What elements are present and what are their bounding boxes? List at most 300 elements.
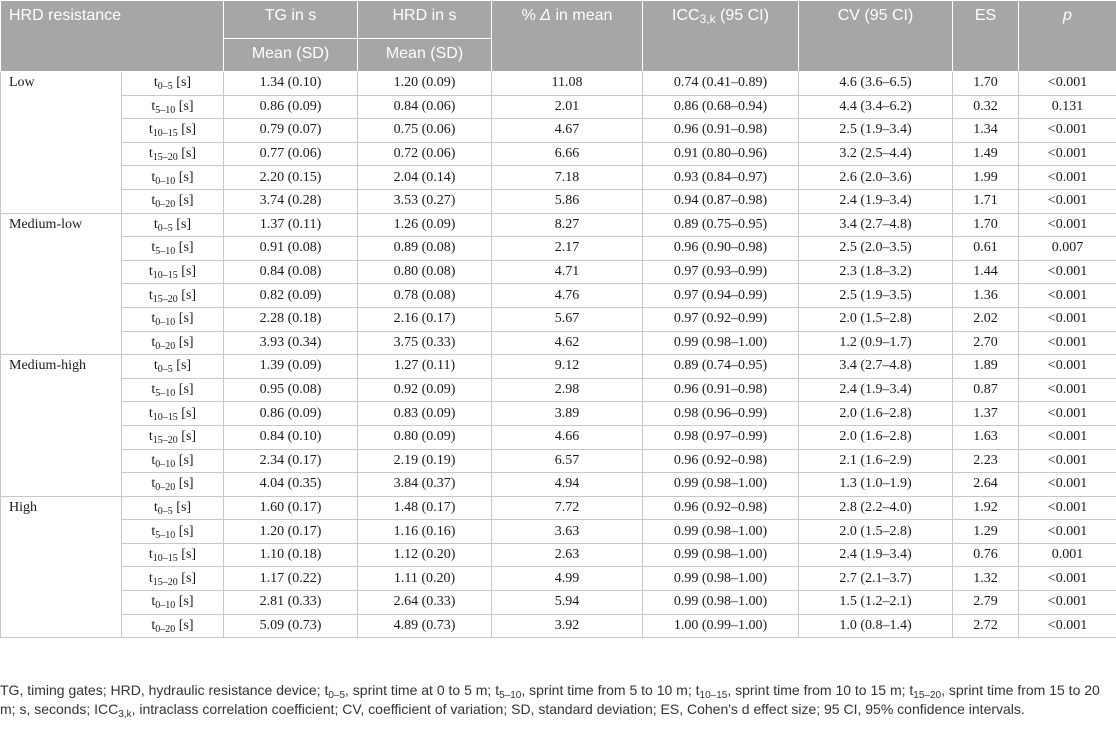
cell-delta: 2.17 <box>492 237 643 261</box>
cell-cv: 2.0 (1.5–2.8) <box>799 307 953 331</box>
interval-subscript: 5–10 <box>155 104 176 116</box>
cell-es: 1.32 <box>953 567 1019 591</box>
table-row <box>1 614 1116 638</box>
interval-cell <box>122 284 224 308</box>
footnote-subscript: 15–20 <box>913 690 942 701</box>
cell-cv: 3.2 (2.5–4.4) <box>799 142 953 166</box>
cell-icc: 0.96 (0.91–0.98) <box>643 119 799 143</box>
interval-cell <box>122 425 224 449</box>
cell-icc: 0.94 (0.87–0.98) <box>643 189 799 213</box>
cell-hrd: 1.48 (0.17) <box>358 496 492 520</box>
interval-t: t <box>151 193 156 209</box>
cell-icc: 0.99 (0.98–1.00) <box>643 591 799 615</box>
cell-icc: 0.99 (0.98–1.00) <box>643 567 799 591</box>
cell-es: 0.32 <box>953 95 1019 119</box>
cell-delta: 8.27 <box>492 213 643 237</box>
cell-delta: 4.62 <box>492 331 643 355</box>
interval-cell <box>122 496 224 520</box>
interval-cell <box>122 520 224 544</box>
cell-tg: 0.82 (0.09) <box>224 284 358 308</box>
cell-icc: 0.99 (0.98–1.00) <box>643 473 799 497</box>
interval-cell <box>122 189 224 213</box>
header-tg-mean-sd: Mean (SD) <box>224 39 358 72</box>
cell-hrd: 0.92 (0.09) <box>358 378 492 402</box>
interval-t: t <box>151 617 156 633</box>
cell-p: 0.007 <box>1019 237 1116 261</box>
group-label: High <box>1 496 122 638</box>
interval-cell <box>122 119 224 143</box>
interval-subscript: 5–10 <box>155 246 176 258</box>
interval-t: t <box>151 311 156 327</box>
table-row <box>1 520 1116 544</box>
cell-es: 1.92 <box>953 496 1019 520</box>
footnote-text: , sprint time at 0 to 5 m; t <box>345 682 500 698</box>
cell-icc: 0.96 (0.91–0.98) <box>643 378 799 402</box>
table-row <box>1 284 1116 308</box>
interval-t: t <box>148 264 153 280</box>
cell-tg: 1.17 (0.22) <box>224 567 358 591</box>
interval-cell <box>122 72 224 96</box>
cell-delta: 2.98 <box>492 378 643 402</box>
interval-subscript: 0–5 <box>157 81 173 93</box>
header-hrd-seconds: HRD in s <box>358 1 492 39</box>
cell-delta: 5.67 <box>492 307 643 331</box>
interval-cell <box>122 260 224 284</box>
cell-hrd: 2.04 (0.14) <box>358 166 492 190</box>
cell-es: 0.61 <box>953 237 1019 261</box>
cell-cv: 3.4 (2.7–4.8) <box>799 213 953 237</box>
cell-p: <0.001 <box>1019 189 1116 213</box>
cell-icc: 0.89 (0.75–0.95) <box>643 213 799 237</box>
cell-p: 0.001 <box>1019 543 1116 567</box>
cell-icc: 0.99 (0.98–1.00) <box>643 543 799 567</box>
interval-unit: [s] <box>175 311 194 327</box>
cell-cv: 4.4 (3.4–6.2) <box>799 95 953 119</box>
cell-tg: 3.93 (0.34) <box>224 331 358 355</box>
table-row <box>1 237 1116 261</box>
cell-es: 1.71 <box>953 189 1019 213</box>
cell-tg: 2.20 (0.15) <box>224 166 358 190</box>
cell-hrd: 1.20 (0.09) <box>358 72 492 96</box>
cell-hrd: 4.89 (0.73) <box>358 614 492 638</box>
cell-tg: 0.86 (0.09) <box>224 402 358 426</box>
cell-icc: 0.99 (0.98–1.00) <box>643 331 799 355</box>
group-label: Medium-low <box>1 213 122 355</box>
footnote-subscript: 3,k <box>118 709 132 720</box>
cell-tg: 1.20 (0.17) <box>224 520 358 544</box>
cell-delta: 3.92 <box>492 614 643 638</box>
cell-hrd: 0.83 (0.09) <box>358 402 492 426</box>
cell-p: 0.131 <box>1019 95 1116 119</box>
cell-icc: 0.89 (0.74–0.95) <box>643 355 799 379</box>
table-row <box>1 378 1116 402</box>
interval-t: t <box>148 405 153 421</box>
interval-cell <box>122 142 224 166</box>
table-row <box>1 119 1116 143</box>
interval-subscript: 0–5 <box>157 364 173 376</box>
cell-p: <0.001 <box>1019 72 1116 96</box>
cell-cv: 2.8 (2.2–4.0) <box>799 496 953 520</box>
cell-delta: 4.71 <box>492 260 643 284</box>
cell-delta: 2.63 <box>492 543 643 567</box>
cell-tg: 0.77 (0.06) <box>224 142 358 166</box>
interval-subscript: 10–15 <box>152 128 178 140</box>
table-body <box>1 72 1116 638</box>
cell-hrd: 3.84 (0.37) <box>358 473 492 497</box>
cell-hrd: 0.80 (0.08) <box>358 260 492 284</box>
table-row <box>1 72 1116 96</box>
cell-es: 1.89 <box>953 355 1019 379</box>
interval-subscript: 0–10 <box>155 175 176 187</box>
cell-es: 1.36 <box>953 284 1019 308</box>
interval-subscript: 15–20 <box>152 293 178 305</box>
interval-t: t <box>151 476 156 492</box>
interval-t: t <box>151 169 156 185</box>
group-label: Medium-high <box>1 355 122 497</box>
cell-es: 1.37 <box>953 402 1019 426</box>
interval-cell <box>122 567 224 591</box>
interval-unit: [s] <box>175 334 194 350</box>
cell-icc: 0.96 (0.92–0.98) <box>643 449 799 473</box>
cell-tg: 2.34 (0.17) <box>224 449 358 473</box>
cell-es: 1.63 <box>953 425 1019 449</box>
cell-icc: 0.91 (0.80–0.96) <box>643 142 799 166</box>
cell-es: 1.49 <box>953 142 1019 166</box>
interval-cell <box>122 402 224 426</box>
cell-icc: 0.98 (0.97–0.99) <box>643 425 799 449</box>
cell-hrd: 2.16 (0.17) <box>358 307 492 331</box>
interval-t: t <box>148 429 153 445</box>
cell-tg: 1.10 (0.18) <box>224 543 358 567</box>
cell-cv: 3.4 (2.7–4.8) <box>799 355 953 379</box>
interval-unit: [s] <box>175 523 194 539</box>
header-hrd-resistance: HRD resistance <box>1 1 224 72</box>
interval-t: t <box>151 98 156 114</box>
cell-icc: 0.97 (0.93–0.99) <box>643 260 799 284</box>
cell-hrd: 0.84 (0.06) <box>358 95 492 119</box>
cell-es: 1.29 <box>953 520 1019 544</box>
interval-cell <box>122 378 224 402</box>
interval-cell <box>122 95 224 119</box>
cell-es: 1.34 <box>953 119 1019 143</box>
cell-cv: 1.3 (1.0–1.9) <box>799 473 953 497</box>
table-row <box>1 425 1116 449</box>
cell-es: 2.23 <box>953 449 1019 473</box>
cell-delta: 2.01 <box>492 95 643 119</box>
cell-delta: 4.67 <box>492 119 643 143</box>
cell-icc: 0.96 (0.90–0.98) <box>643 237 799 261</box>
cell-p: <0.001 <box>1019 591 1116 615</box>
cell-tg: 4.04 (0.35) <box>224 473 358 497</box>
cell-p: <0.001 <box>1019 331 1116 355</box>
table-row <box>1 166 1116 190</box>
cell-p: <0.001 <box>1019 119 1116 143</box>
cell-hrd: 1.27 (0.11) <box>358 355 492 379</box>
table-footnote <box>0 681 1116 719</box>
interval-unit: [s] <box>177 146 197 162</box>
cell-tg: 5.09 (0.73) <box>224 614 358 638</box>
cell-icc: 0.98 (0.96–0.99) <box>643 402 799 426</box>
interval-t: t <box>148 287 153 303</box>
cell-delta: 4.94 <box>492 473 643 497</box>
cell-p: <0.001 <box>1019 213 1116 237</box>
cell-delta: 11.08 <box>492 72 643 96</box>
cell-p: <0.001 <box>1019 614 1116 638</box>
table-row <box>1 260 1116 284</box>
interval-unit: [s] <box>175 594 194 610</box>
interval-cell <box>122 213 224 237</box>
cell-delta: 7.72 <box>492 496 643 520</box>
cell-cv: 2.5 (1.9–3.5) <box>799 284 953 308</box>
interval-t: t <box>151 452 156 468</box>
cell-hrd: 1.12 (0.20) <box>358 543 492 567</box>
cell-es: 2.02 <box>953 307 1019 331</box>
header-icc-ci: (95 CI) <box>715 7 769 24</box>
cell-tg: 1.39 (0.09) <box>224 355 358 379</box>
cell-cv: 2.5 (2.0–3.5) <box>799 237 953 261</box>
table-row <box>1 331 1116 355</box>
cell-p: <0.001 <box>1019 260 1116 284</box>
footnote-text: TG, timing gates; HRD, hydraulic resistance device; t <box>0 682 329 698</box>
interval-unit: [s] <box>177 570 197 586</box>
cell-hrd: 0.78 (0.08) <box>358 284 492 308</box>
cell-es: 1.44 <box>953 260 1019 284</box>
cell-tg: 0.86 (0.09) <box>224 95 358 119</box>
interval-subscript: 5–10 <box>155 388 176 400</box>
interval-unit: [s] <box>175 617 194 633</box>
interval-t: t <box>148 570 153 586</box>
interval-subscript: 0–20 <box>155 199 176 211</box>
cell-hrd: 0.89 (0.08) <box>358 237 492 261</box>
cell-icc: 0.93 (0.84–0.97) <box>643 166 799 190</box>
interval-subscript: 0–20 <box>155 623 176 635</box>
cell-es: 2.70 <box>953 331 1019 355</box>
interval-unit: [s] <box>175 240 194 256</box>
cell-p: <0.001 <box>1019 142 1116 166</box>
cell-cv: 2.0 (1.6–2.8) <box>799 402 953 426</box>
interval-cell <box>122 166 224 190</box>
interval-unit: [s] <box>172 358 192 374</box>
cell-hrd: 1.16 (0.16) <box>358 520 492 544</box>
interval-unit: [s] <box>177 429 197 445</box>
table-row <box>1 213 1116 237</box>
interval-t: t <box>153 358 158 374</box>
cell-tg: 2.28 (0.18) <box>224 307 358 331</box>
interval-subscript: 15–20 <box>152 435 178 447</box>
cell-tg: 1.37 (0.11) <box>224 213 358 237</box>
interval-unit: [s] <box>175 382 194 398</box>
cell-es: 1.70 <box>953 72 1019 96</box>
cell-delta: 6.66 <box>492 142 643 166</box>
table-row <box>1 95 1116 119</box>
cell-es: 1.70 <box>953 213 1019 237</box>
table-row <box>1 567 1116 591</box>
cell-p: <0.001 <box>1019 496 1116 520</box>
cell-cv: 4.6 (3.6–6.5) <box>799 72 953 96</box>
interval-subscript: 10–15 <box>152 553 178 565</box>
interval-cell <box>122 355 224 379</box>
cell-hrd: 0.80 (0.09) <box>358 425 492 449</box>
interval-subscript: 15–20 <box>152 576 178 588</box>
cell-cv: 1.2 (0.9–1.7) <box>799 331 953 355</box>
interval-subscript: 10–15 <box>152 411 178 423</box>
cell-p: <0.001 <box>1019 449 1116 473</box>
cell-tg: 0.95 (0.08) <box>224 378 358 402</box>
cell-icc: 0.96 (0.92–0.98) <box>643 496 799 520</box>
interval-subscript: 0–10 <box>155 317 176 329</box>
cell-icc: 0.74 (0.41–0.89) <box>643 72 799 96</box>
interval-subscript: 0–5 <box>157 505 173 517</box>
cell-cv: 2.6 (2.0–3.6) <box>799 166 953 190</box>
interval-unit: [s] <box>175 193 194 209</box>
interval-t: t <box>148 122 153 138</box>
interval-unit: [s] <box>177 287 197 303</box>
cell-cv: 1.0 (0.8–1.4) <box>799 614 953 638</box>
cell-delta: 6.57 <box>492 449 643 473</box>
interval-unit: [s] <box>175 98 194 114</box>
interval-unit: [s] <box>172 216 192 232</box>
table-row <box>1 189 1116 213</box>
interval-cell <box>122 237 224 261</box>
cell-cv: 2.0 (1.6–2.8) <box>799 425 953 449</box>
cell-p: <0.001 <box>1019 520 1116 544</box>
cell-delta: 5.86 <box>492 189 643 213</box>
footnote-text: , sprint time from 15 to 20 m; s, seconds; ICC <box>0 682 1100 717</box>
header-icc-subscript: 3,k <box>699 12 716 26</box>
cell-tg: 3.74 (0.28) <box>224 189 358 213</box>
header-tg: TG in s <box>224 1 358 39</box>
header-delta <box>492 1 643 72</box>
interval-t: t <box>151 334 156 350</box>
table-row <box>1 142 1116 166</box>
cell-p: <0.001 <box>1019 307 1116 331</box>
cell-tg: 0.79 (0.07) <box>224 119 358 143</box>
interval-subscript: 0–20 <box>155 340 176 352</box>
cell-hrd: 2.64 (0.33) <box>358 591 492 615</box>
cell-p: <0.001 <box>1019 402 1116 426</box>
interval-subscript: 0–10 <box>155 600 176 612</box>
footnote-text: , sprint time from 5 to 10 m; t <box>521 682 700 698</box>
header-delta-pre: % <box>521 7 541 24</box>
cell-tg: 0.84 (0.10) <box>224 425 358 449</box>
interval-subscript: 0–20 <box>155 482 176 494</box>
interval-unit: [s] <box>172 499 192 515</box>
interval-subscript: 0–5 <box>157 222 173 234</box>
interval-t: t <box>151 523 156 539</box>
cell-delta: 4.76 <box>492 284 643 308</box>
cell-delta: 3.63 <box>492 520 643 544</box>
cell-icc: 0.86 (0.68–0.94) <box>643 95 799 119</box>
header-hrd-mean-sd: Mean (SD) <box>358 39 492 72</box>
interval-t: t <box>153 75 158 91</box>
cell-p: <0.001 <box>1019 567 1116 591</box>
cell-icc: 0.99 (0.98–1.00) <box>643 520 799 544</box>
header-icc <box>643 1 799 72</box>
cell-cv: 2.1 (1.6–2.9) <box>799 449 953 473</box>
footnote-subscript: 10–15 <box>699 690 728 701</box>
interval-unit: [s] <box>175 476 194 492</box>
cell-delta: 4.99 <box>492 567 643 591</box>
cell-icc: 0.97 (0.94–0.99) <box>643 284 799 308</box>
interval-t: t <box>151 594 156 610</box>
cell-p: <0.001 <box>1019 355 1116 379</box>
cell-p: <0.001 <box>1019 425 1116 449</box>
header-delta-post: in mean <box>551 7 613 24</box>
cell-p: <0.001 <box>1019 378 1116 402</box>
interval-unit: [s] <box>177 122 197 138</box>
interval-subscript: 15–20 <box>152 152 178 164</box>
cell-tg: 2.81 (0.33) <box>224 591 358 615</box>
cell-hrd: 1.26 (0.09) <box>358 213 492 237</box>
interval-subscript: 0–10 <box>155 458 176 470</box>
interval-unit: [s] <box>175 452 194 468</box>
cell-cv: 2.4 (1.9–3.4) <box>799 378 953 402</box>
table-row <box>1 496 1116 520</box>
cell-es: 0.87 <box>953 378 1019 402</box>
interval-cell <box>122 449 224 473</box>
footnote-subscript: 0–5 <box>328 690 346 701</box>
cell-es: 1.99 <box>953 166 1019 190</box>
interval-t: t <box>151 240 156 256</box>
table-row <box>1 449 1116 473</box>
header-delta-symbol: Δ <box>540 7 552 24</box>
interval-t: t <box>151 382 156 398</box>
cell-es: 0.76 <box>953 543 1019 567</box>
cell-hrd: 3.53 (0.27) <box>358 189 492 213</box>
cell-cv: 2.4 (1.9–3.4) <box>799 189 953 213</box>
cell-es: 2.79 <box>953 591 1019 615</box>
footnote-text: , intraclass correlation coefficient; CV, coefficient of variation; SD, standard deviation; ES, Cohen's d effect size; 95 CI, 95% confidence intervals. <box>131 701 1025 717</box>
cell-p: <0.001 <box>1019 166 1116 190</box>
cell-p: <0.001 <box>1019 284 1116 308</box>
interval-cell <box>122 543 224 567</box>
cell-delta: 3.89 <box>492 402 643 426</box>
table-row <box>1 543 1116 567</box>
cell-tg: 0.84 (0.08) <box>224 260 358 284</box>
interval-subscript: 5–10 <box>155 529 176 541</box>
interval-unit: [s] <box>177 405 197 421</box>
interval-unit: [s] <box>172 75 192 91</box>
cell-delta: 7.18 <box>492 166 643 190</box>
cell-p: <0.001 <box>1019 473 1116 497</box>
interval-unit: [s] <box>175 169 194 185</box>
interval-subscript: 10–15 <box>152 270 178 282</box>
table-row <box>1 307 1116 331</box>
interval-unit: [s] <box>177 547 197 563</box>
interval-unit: [s] <box>177 264 197 280</box>
cell-hrd: 1.11 (0.20) <box>358 567 492 591</box>
header-icc-label: ICC <box>672 7 700 24</box>
cell-cv: 2.7 (2.1–3.7) <box>799 567 953 591</box>
cell-hrd: 3.75 (0.33) <box>358 331 492 355</box>
table-row <box>1 355 1116 379</box>
cell-cv: 2.3 (1.8–3.2) <box>799 260 953 284</box>
cell-icc: 1.00 (0.99–1.00) <box>643 614 799 638</box>
cell-delta: 4.66 <box>492 425 643 449</box>
header-es: ES <box>953 1 1019 72</box>
interval-cell <box>122 591 224 615</box>
cell-tg: 0.91 (0.08) <box>224 237 358 261</box>
cell-cv: 2.4 (1.9–3.4) <box>799 543 953 567</box>
interval-cell <box>122 331 224 355</box>
cell-hrd: 0.72 (0.06) <box>358 142 492 166</box>
interval-t: t <box>148 146 153 162</box>
interval-t: t <box>148 547 153 563</box>
cell-delta: 9.12 <box>492 355 643 379</box>
group-label: Low <box>1 72 122 214</box>
table-row <box>1 473 1116 497</box>
cell-tg: 1.34 (0.10) <box>224 72 358 96</box>
